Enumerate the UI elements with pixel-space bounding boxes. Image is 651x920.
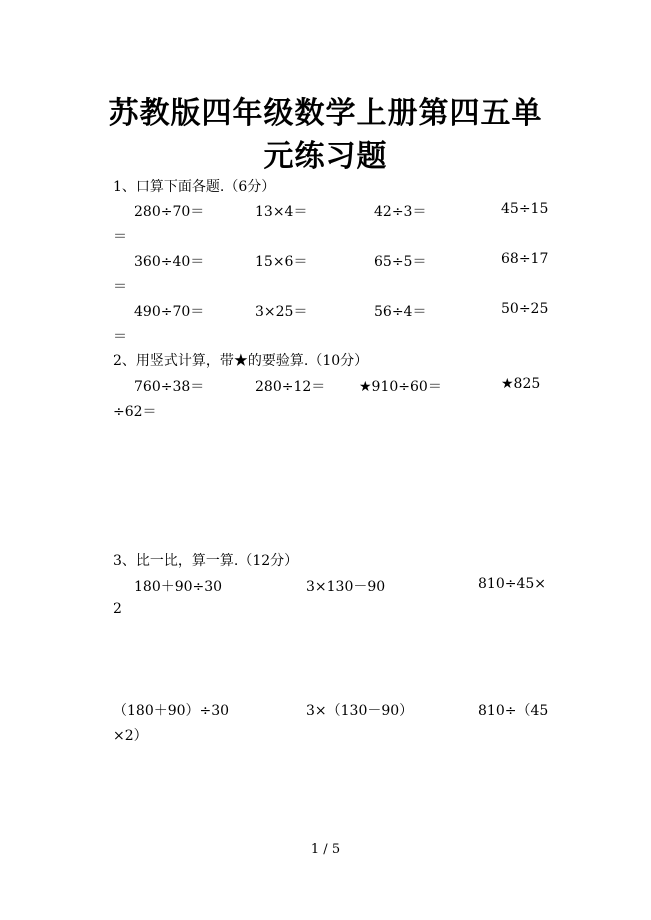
problem-3-1-2: 3×130－90 [306,579,386,595]
problem-3-2-3: 810÷（45 [478,703,549,719]
problem-1-3-2: 3×25＝ [255,304,308,320]
problem-1-2-3: 65÷5＝ [374,254,427,270]
problem-3-1-3: 810÷45× [478,576,546,592]
problem-1-2-2: 15×6＝ [255,254,308,270]
problem-1-2-4-wrap: ＝ [113,279,127,295]
problem-3-2-2: 3×（130－90） [306,703,414,719]
problem-2-2: 280÷12＝ [255,379,326,395]
problem-2-1: 760÷38＝ [134,379,205,395]
problem-1-3-3: 56÷4＝ [374,304,427,320]
page-indicator: 1 / 5 [310,842,341,857]
problem-2-4-wrap: ÷62＝ [113,404,157,420]
problem-1-3-1: 490÷70＝ [134,304,205,320]
problem-2-4: ★825 [501,376,541,392]
problem-1-3-4: 50÷25 [501,301,549,317]
problem-1-2-1: 360÷40＝ [134,254,205,270]
question-1-heading: 1、口算下面各题.（6分） [113,179,276,195]
problem-1-2-4: 68÷17 [501,251,549,267]
problem-1-1-4: 45÷15 [501,201,549,217]
problem-1-1-2: 13×4＝ [255,204,308,220]
problem-1-1-1: 280÷70＝ [134,204,205,220]
problem-1-1-4-wrap: ＝ [113,229,127,245]
document-title-line-2: 元练习题 [263,139,388,174]
problem-3-1-3-wrap: 2 [113,601,122,617]
problem-1-3-4-wrap: ＝ [113,329,127,345]
document-title-line-1: 苏教版四年级数学上册第四五单 [108,96,543,131]
problem-3-2-3-wrap: ×2） [113,728,148,744]
problem-3-1-1: 180＋90÷30 [134,579,223,595]
problem-3-2-1: （180＋90）÷30 [113,703,230,719]
question-3-heading: 3、比一比，算一算.（12分） [113,553,299,569]
question-2-heading: 2、用竖式计算，带★的要验算.（10分） [113,353,369,369]
problem-1-1-3: 42÷3＝ [374,204,427,220]
problem-2-3: ★910÷60＝ [359,379,442,395]
